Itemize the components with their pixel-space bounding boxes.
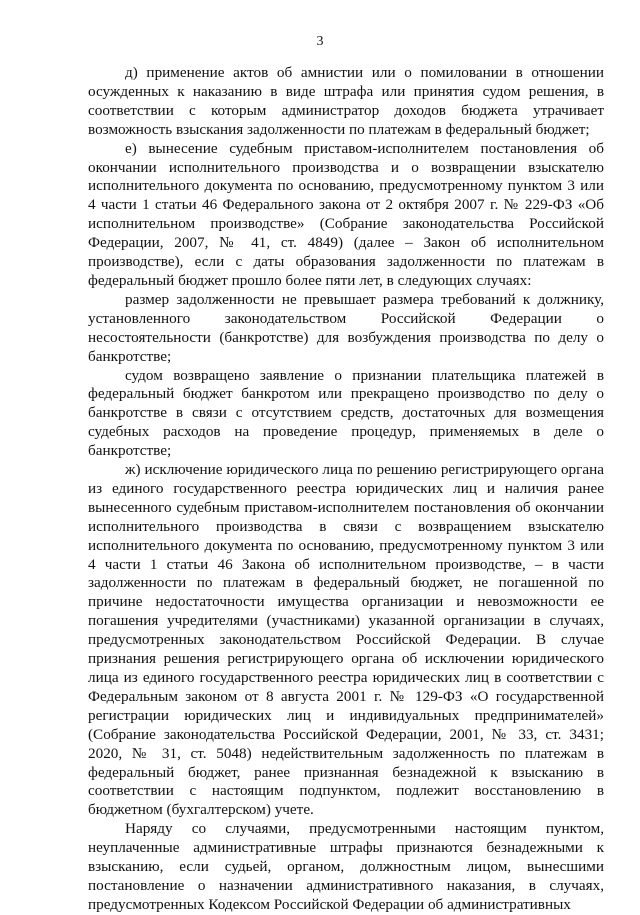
page-number: 3 (316, 34, 324, 49)
paragraph-administrative-fines: Наряду со случаями, предусмотренными настоящим пунктом, неуплаченные административные штрафы признаются безнадежными к взысканию, если судьей, органом, должностным лицом, вынесшими постановление о назначении административного наказания, в случаях, предусмотренных Кодексом Российской Федерации об административных (88, 820, 604, 913)
document-body (88, 64, 604, 915)
paragraph-item-zh: ж) исключение юридического лица по решению регистрирующего органа из единого государственного реестра юридических лиц и наличия ранее вынесенного судебным приставом-исполнителем постановления об окончании исполнительного производства в связи с возвращением взыскателю исполнительного документа по основанию, предусмотренному пунктом 3 или 4 части 1 статьи 46 Закона об исполнительном производстве, – в части задолженности по платежам в федеральный бюджет, не погашенной по причине недостаточности имущества организации и невозможности ее погашения учредителями (участниками) указанной организации в случаях, предусмотренных законодательством Российской Федерации. В случае признания решения регистрирующего органа об исключении юридического лица из единого государственного реестра юридических лиц в соответствии с Федеральным законом от 8 августа 2001 г. № 129-ФЗ «О государственной регистрации юридических лиц и индивидуальных предпринимателей» (Собрание законодательства Российской Федерации, 2001, № 33, ст. 3431; 2020, № 31, ст. 5048) недействительным задолженность по платежам в федеральный бюджет, ранее признанная безнадежной к взысканию в соответствии с настоящим подпунктом, подлежит восстановлению в бюджетном (бухгалтерском) учете. (88, 461, 604, 819)
paragraph-item-e: е) вынесение судебным приставом-исполнителем постановления об окончании исполнительного производства и о возвращении взыскателю исполнительного документа по основанию, предусмотренному пунктом 3 или 4 части 1 статьи 46 Федерального закона от 2 октября 2007 г. № 229-ФЗ «Об исполнительном производстве» (Собрание законодательства Российской Федерации, 2007, № 41, ст. 4849) (далее – Закон об исполнительном производстве), если с даты образования задолженности по платежам в федеральный бюджет прошло более пяти лет, в следующих случаях: (88, 139, 604, 289)
paragraph-item-d: д) применение актов об амнистии или о помиловании в отношении осужденных к наказанию в виде штрафа или принятия судом решения, в соответствии с которым администратор доходов бюджета утрачивает возможность взыскания задолженности по платежам в федеральный бюджет; (88, 64, 604, 138)
paragraph-case-debt-size: размер задолженности не превышает размера требований к должнику, установленного законодательством Российской Федерации о несостоятельности (банкротстве) для возбуждения производства по делу о банкротстве; (88, 290, 604, 365)
paragraph-case-bankruptcy: судом возвращено заявление о признании плательщика платежей в федеральный бюджет банкротом или прекращено производство по делу о банкротстве в связи с отсутствием средств, достаточных для возмещения судебных расходов на проведение процедур, применяемых в деле о банкротстве; (88, 366, 604, 460)
